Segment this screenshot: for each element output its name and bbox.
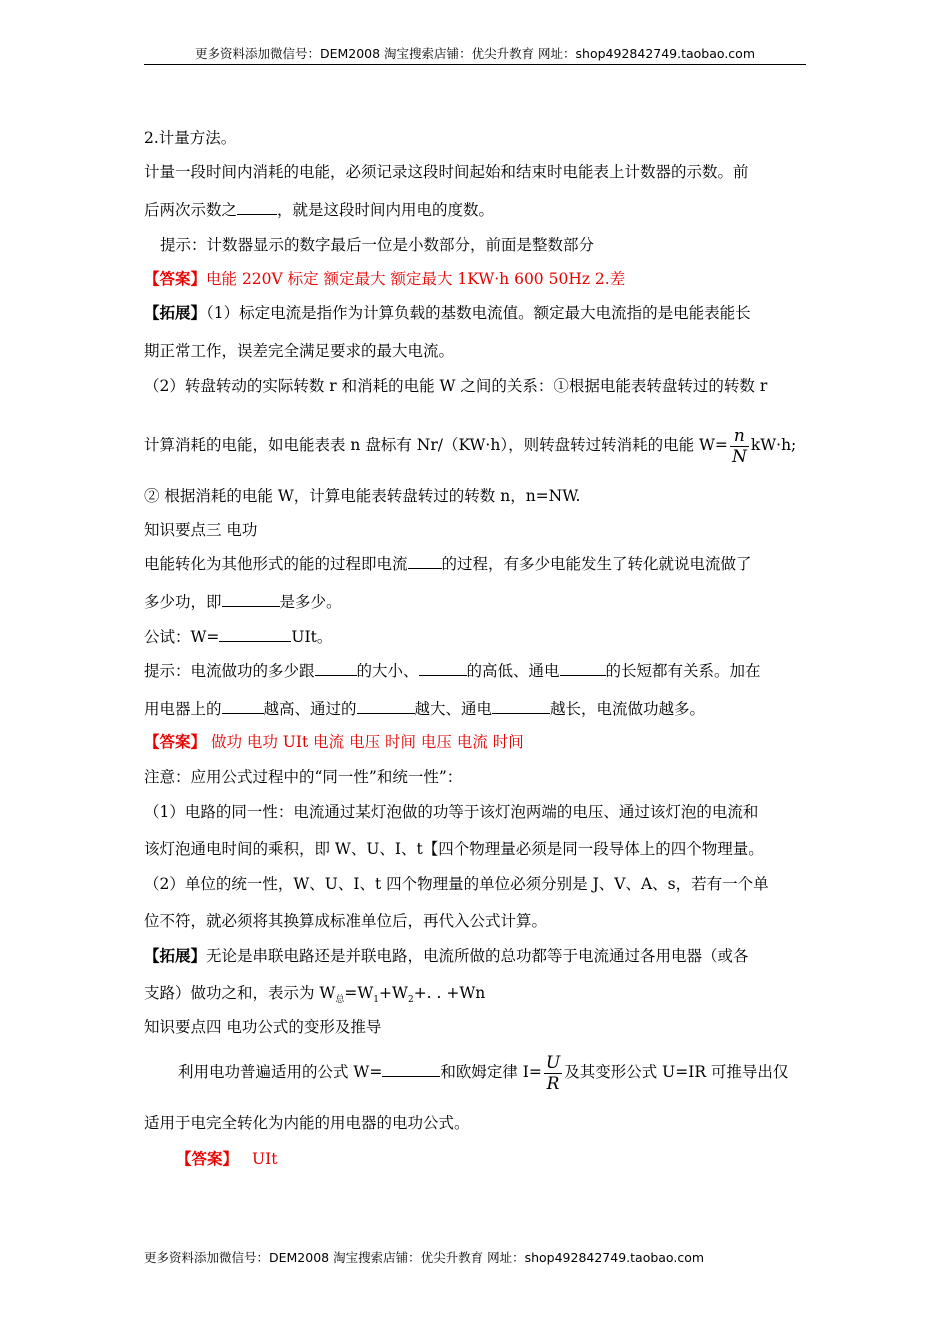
fill-blank (222, 699, 264, 714)
extension-label: 【拓展】 (144, 303, 207, 322)
section-title-formula-derivation: 知识要点四 电功公式的变形及推导 (144, 1018, 382, 1036)
answer-text: 做功 电功 UIt 电流 电压 时间 电压 电流 时间 (206, 733, 524, 751)
answer-text: UIt (252, 1150, 278, 1168)
answer-label: 【答案】 (144, 269, 207, 288)
page-footer: 更多资料添加微信号：DEM2008 淘宝搜索店铺：优尖升教育 网址：shop492842749.taobao.com (144, 1250, 705, 1265)
paragraph-line: （2）单位的统一性，W、U、I、t 四个物理量的单位必须分别是 J、V、A、s，若有一个单 (144, 875, 769, 893)
formula-line: 支路）做功之和，表示为 $W_总=W_1+W_2+$. . +Wn (144, 984, 486, 1006)
extension-line: 【拓展】（1）标定电流是指作为计算负载的基数电流值。额定最大电流指的是电能表能长 (144, 303, 751, 322)
answer-label: 【答案】 (176, 1149, 239, 1168)
paragraph-line: 电能转化为其他形式的能的过程即电流 的过程，有多少电能发生了转化就说电流做了 (144, 555, 752, 573)
paragraph-line: 后两次示数之 ，就是这段时间内用电的度数。 (144, 201, 495, 219)
paragraph-line: 位不符，就必须将其换算成标准单位后，再代入公式计算。 (144, 912, 548, 930)
page-header: 更多资料添加微信号：DEM2008 淘宝搜索店铺：优尖升教育 网址：shop492842749.taobao.com (194, 46, 756, 61)
paragraph-line: （1）电路的同一性：电流通过某灯泡做的功等于该灯泡两端的电压、通过该灯泡的电流和 (144, 803, 759, 821)
paragraph-line: 计量一段时间内消耗的电能，必须记录这段时间起始和结束时电能表上计数器的示数。前 (144, 163, 749, 181)
fill-blank (560, 661, 606, 676)
formula-line: 计算消耗的电能，如电能表表 n 盘标有 Nr/（KW·h），则转盘转过转消耗的电能 W= $\frac{n}{N}$ kW·h; (144, 425, 797, 467)
paragraph-line: （2）转盘转动的实际转数 r 和消耗的电能 W 之间的关系：①根据电能表转盘转过的转数 r (144, 377, 768, 395)
answer-text: 电能 220V 标定 额定最大 额定最大 1KW·h 600 50Hz 2.差 (206, 270, 626, 288)
paragraph-line: 用电器上的 越高、通过的 越大、通电 越长，电流做功越多。 (144, 700, 706, 718)
fraction-U-over-R: $\frac{U}{R}$ (545, 1052, 561, 1094)
answer-label: 【答案】 (144, 732, 207, 751)
section-title-electric-work: 知识要点三 电功 (144, 521, 258, 539)
fill-blank (222, 592, 280, 607)
formula-line: 利用电功普遍适用的公式 W= 和欧姆定律 I= $\frac{U}{R}$ 及其变形公式 U=IR 可推导出仅 (178, 1052, 789, 1094)
answer-line (176, 1148, 277, 1170)
hint-line: 提示：电流做功的多少跟 的大小、 的高低、通电 的长短都有关系。加在 (144, 662, 761, 680)
fill-blank (492, 699, 550, 714)
section-title-measure-method: 2.计量方法。 (144, 129, 237, 147)
paragraph-line: 该灯泡通电时间的乘积，即 W、U、I、t【四个物理量必须是同一段导体上的四个物理量。 (144, 840, 764, 858)
header-rule (144, 64, 806, 65)
answer-line (144, 268, 625, 290)
paragraph-line: ② 根据消耗的电能 W，计算电能表转盘转过的转数 n，n=NW. (144, 487, 581, 505)
hint-line: 提示：计数器显示的数字最后一位是小数部分，前面是整数部分 (160, 236, 595, 254)
fill-blank (219, 627, 291, 642)
note-line: 注意：应用公式过程中的“同一性”和统一性”： (144, 768, 463, 786)
fraction-n-over-N: $\frac{n}{N}$ (731, 425, 747, 467)
fill-blank (408, 554, 442, 569)
extension-line: 【拓展】无论是串联电路还是并联电路，电流所做的总功都等于电流通过各用电器（或各 (144, 946, 749, 965)
fill-blank (315, 661, 357, 676)
answer-line (144, 731, 524, 753)
fill-blank (419, 661, 467, 676)
paragraph-line: 多少功，即 是多少。 (144, 593, 342, 611)
paragraph-line: 适用于电完全转化为内能的用电器的电功公式。 (144, 1114, 470, 1132)
fill-blank (237, 200, 277, 215)
fill-blank (382, 1062, 440, 1077)
paragraph-line: 期正常工作，误差完全满足要求的最大电流。 (144, 342, 455, 360)
extension-label: 【拓展】 (144, 946, 207, 965)
fill-blank (357, 699, 415, 714)
formula-line: 公试：W= UIt。 (144, 628, 333, 646)
